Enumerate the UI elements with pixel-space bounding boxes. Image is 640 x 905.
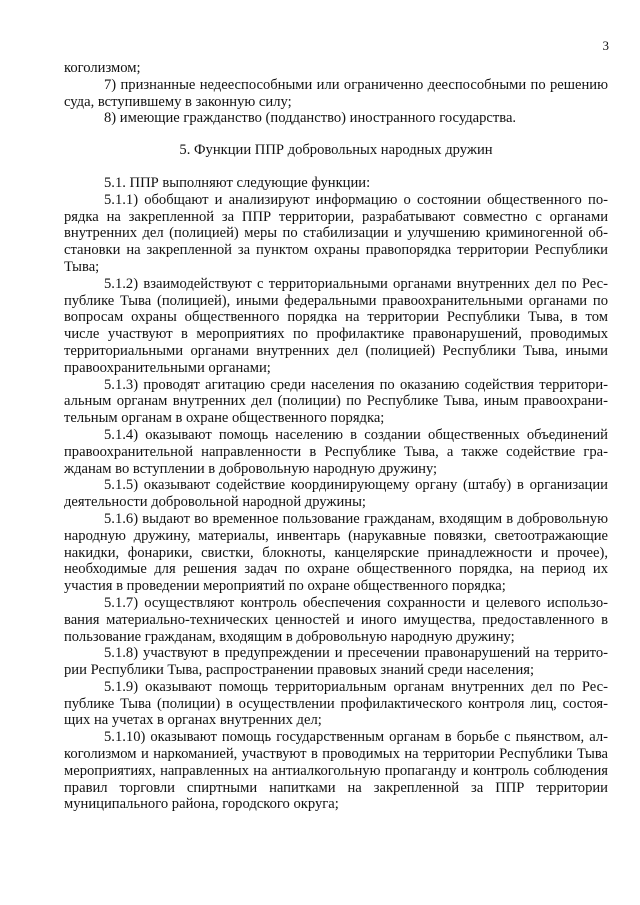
paragraph-item-7: 7) признанные недееспособными или ограниченно дееспособными по решению суда, вступившему в законную силу; [64,76,608,110]
paragraph-5-1-6: 5.1.6) выдают во временное пользование гражданам, входящим в добровольную народную дружину, материалы, инвентарь (нарукавные повязки, светоотражающие накидки, фонарики, свистки, блокноты, канцелярские принадлежности и прочее), необходимые для решения задач по охране общественного порядка, на период их участия в проведении мероприятий по охране общественного порядка; [64,510,608,595]
paragraph-item-8: 8) имеющие гражданство (подданство) иностранного государства. [104,110,517,127]
paragraph-5-1: 5.1. ППР выполняют следующие функции: [104,174,371,191]
paragraph-5-1-9: 5.1.9) оказывают помощь территориальным органам внутренних дел по Республике Тыва (полиции) в осуществлении профилактического контроля лиц, состоящих на учетах в органах внутренних дел; [64,678,608,729]
page-number: 3 [602,38,609,53]
paragraph-5-1-1: 5.1.1) обобщают и анализируют информацию о состоянии общественного порядка на закрепленной за ППР территории, разрабатывают совместно с органами внутренних дел (полицией) меры по стабилизации и улучшению криминогенной обстановки на закрепленной за пунктом охраны правопорядка территории Республики Тыва; [64,191,608,275]
paragraph-5-1-2: 5.1.2) взаимодействуют с территориальными органами внутренних дел по Республике Тыва (полицией), иными федеральными правоохранительными органами по вопросам охраны общественного порядка на территории Республики Тыва, в том числе участвуют в мероприятиях по профилактике правонарушений, проводимых территориальными органами внутренних дел (полицией) Республики Тыва, иными правоохранительными органами; [64,275,608,376]
paragraph-5-1-5: 5.1.5) оказывают содействие координирующему органу (штабу) в организации деятельности добровольной народной дружины; [64,477,608,511]
paragraph-continuation: коголизмом; [64,60,141,76]
paragraph-5-1-7: 5.1.7) осуществляют контроль обеспечения сохранности и целевого использования материально-технических ценностей и иного имущества, предоставленного в пользование гражданам, входящим в добровольную народную дружину; [64,594,608,645]
paragraph-5-1-3: 5.1.3) проводят агитацию среди населения по оказанию содействия территориальным органам внутренних дел (полиции) по Республике Тыва, иным правоохранительным органам в охране общественного порядка; [64,376,608,427]
paragraph-5-1-8: 5.1.8) участвуют в предупреждении и пресечении правонарушений на территории Республики Тыва, распространении правовых знаний среди населения; [64,645,608,679]
paragraph-5-1-10: 5.1.10) оказывают помощь государственным органам в борьбе с пьянством, алкоголизмом и наркоманией, участвуют в проводимых на территории Республики Тыва мероприятиях, направленных на антиалкогольную пропаганду и контроль соблюдения правил торговли спиртными напитками на закрепленной за ППР территории муниципального района, городского округа; [64,729,608,813]
section-heading: 5. Функции ППР добровольных народных дружин [179,142,493,159]
paragraph-5-1-4: 5.1.4) оказывают помощь населению в создании общественных объединений правоохранительной направленности в Республике Тыва, а также содействие гражданам во вступлении в добровольную народную дружину; [64,426,608,477]
document-body [64,60,608,813]
